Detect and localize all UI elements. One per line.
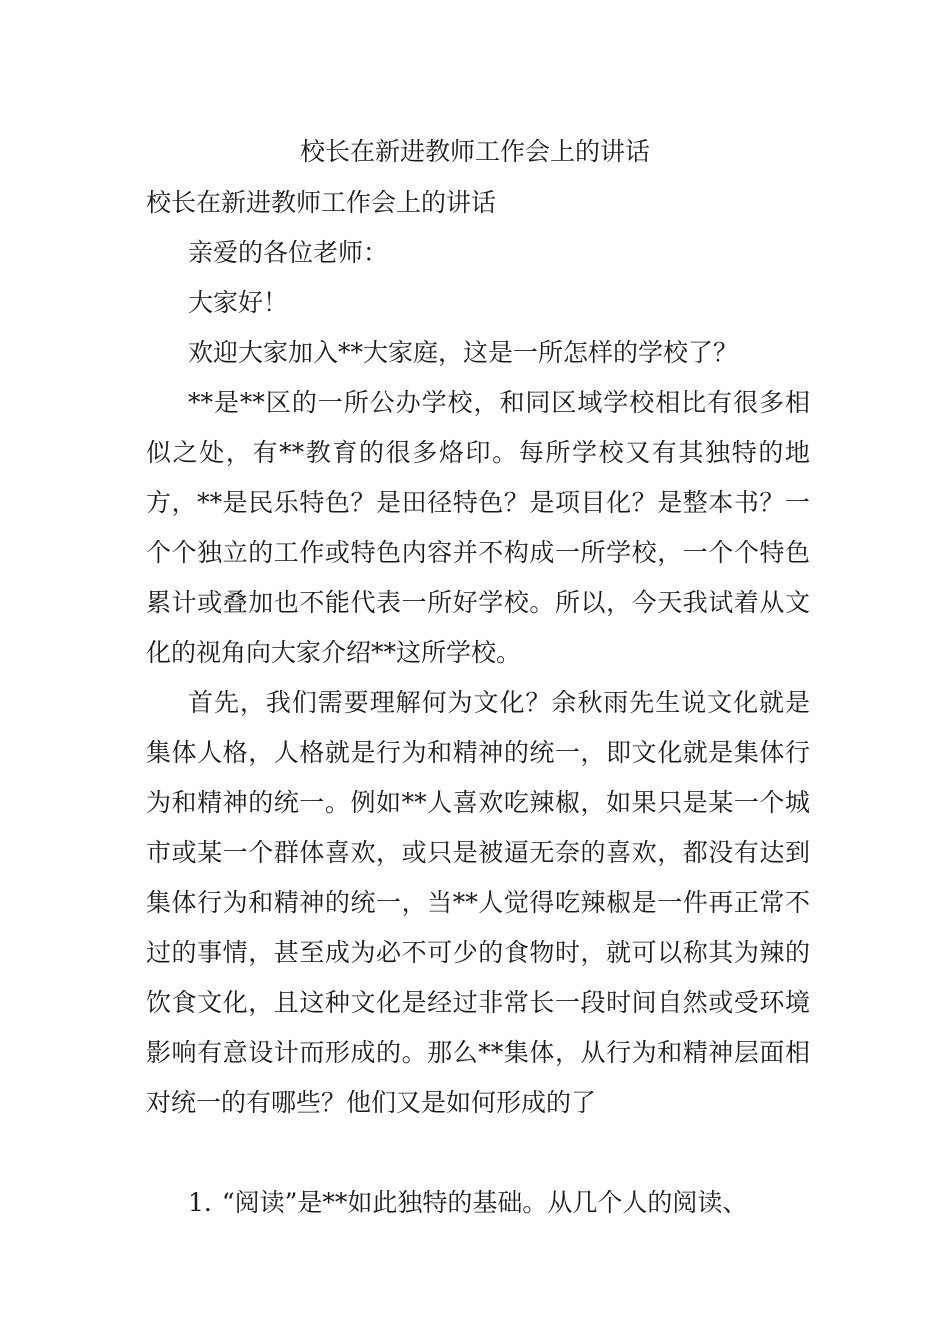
list-item-number: 1. <box>188 1188 212 1217</box>
document-title: 校长在新进教师工作会上的讲话 <box>299 137 650 166</box>
greeting: 亲爱的各位老师： <box>188 238 389 267</box>
paragraph-school: **是**区的一所公办学校，和同区域学校相比有很多相似之处，有**教育的很多烙印。每所学校又有其独特的地方，**是民乐特色？是田径特色？是项目化？是整本书？一个个独立的工作或特色内容并不构成一所学校，一个个特色累计或叠加也不能代表一所好学校。所以，今天我试着从文化的视角向大家介绍**这所学校。 <box>146 388 810 667</box>
document-body <box>146 178 810 1228</box>
document-subtitle: 校长在新进教师工作会上的讲话 <box>146 188 497 217</box>
paragraph-intro: 欢迎大家加入**大家庭，这是一所怎样的学校了？ <box>188 338 739 367</box>
paragraph-culture: 首先，我们需要理解何为文化？余秋雨先生说文化就是集体人格，人格就是行为和精神的统一，即文化就是集体行为和精神的统一。例如**人喜欢吃辣椒，如果只是某一个城市或某一个群体喜欢，或只是被逼无奈的喜欢，都没有达到集体行为和精神的统一，当**人觉得吃辣椒是一件再正常不过的事情，甚至成为必不可少的食物时，就可以称其为辣的饮食文化，且这种文化是经过非常长一段时间自然或受环境影响有意设计而形成的。那么**集体，从行为和精神层面相对统一的有哪些？他们又是如何形成的了 <box>146 688 810 1117</box>
hello-line: 大家好！ <box>188 288 289 317</box>
list-item-text: “阅读”是**如此独特的基础。从几个人的阅读、 <box>221 1188 748 1217</box>
list-item-reading <box>146 1178 810 1228</box>
